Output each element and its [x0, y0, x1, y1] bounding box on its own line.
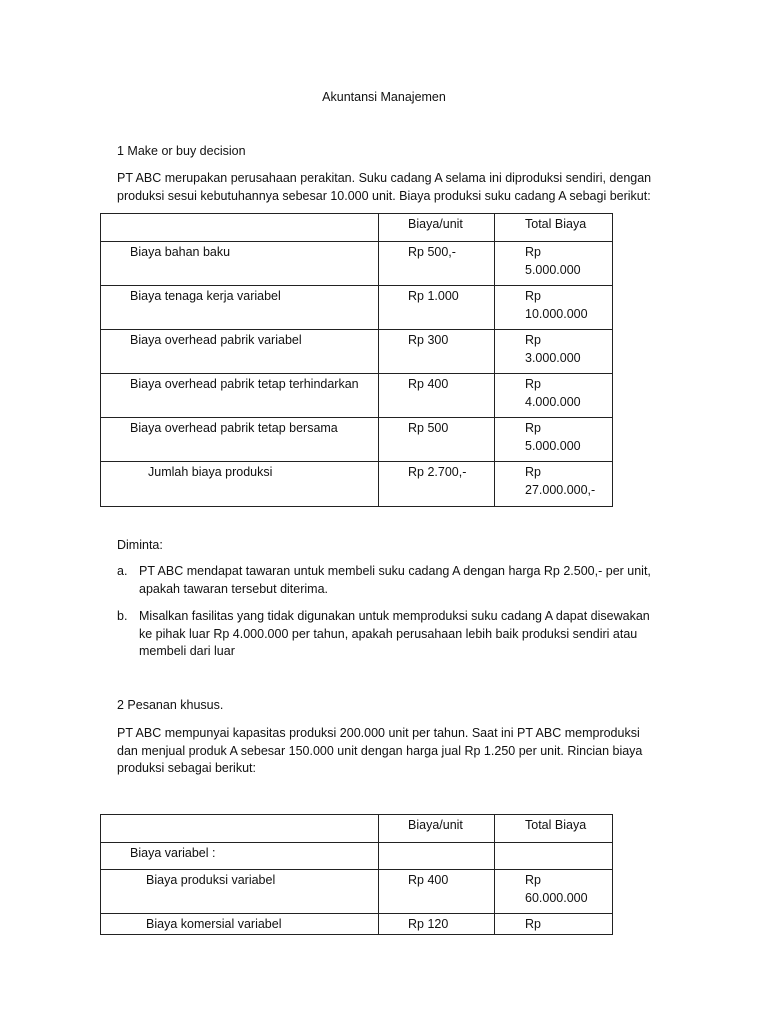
total-currency: Rp — [525, 917, 541, 931]
table-total-row — [101, 462, 613, 507]
cost-item: Biaya overhead pabrik variabel — [101, 330, 379, 374]
total-amount: 3.000.000 — [525, 350, 581, 365]
list-marker: a. — [117, 564, 128, 578]
list-marker: b. — [117, 609, 128, 623]
cost-item: Biaya overhead pabrik tetap bersama — [101, 418, 379, 462]
table-row — [101, 914, 613, 935]
cost-item: Biaya komersial variabel — [101, 914, 379, 935]
total-cost — [495, 914, 613, 935]
total-amount: 60.000.000 — [525, 890, 588, 905]
question-text — [139, 608, 674, 661]
question-line: apakah tawaran tersebut diterima. — [139, 581, 328, 596]
total-currency: Rp — [525, 289, 541, 303]
total-currency: Rp — [525, 245, 541, 259]
table-header-cell: Biaya/unit — [379, 214, 495, 242]
table-header-row — [101, 214, 613, 242]
total-cost — [495, 870, 613, 914]
table-row — [101, 870, 613, 914]
unit-cost: Rp 1.000 — [379, 286, 495, 330]
total-cost — [495, 843, 613, 870]
total-amount: 5.000.000 — [525, 438, 581, 453]
make-or-buy-cost-table — [100, 213, 613, 507]
cost-item: Jumlah biaya produksi — [101, 462, 379, 507]
table-row — [101, 286, 613, 330]
table-header-cell — [101, 815, 379, 843]
paragraph-line: PT ABC merupakan perusahaan perakitan. Suku cadang A selama ini diproduksi sendiri, dengan — [117, 171, 652, 185]
question-line: PT ABC mendapat tawaran untuk membeli suku cadang A dengan harga Rp 2.500,- per unit, — [139, 564, 651, 578]
table-row — [101, 843, 613, 870]
paragraph-line: produksi sesui kebutuhannya sebesar 10.000 unit. Biaya produksi suku cadang A sebagi berikut: — [117, 188, 651, 203]
total-cost — [495, 374, 613, 418]
paragraph-line: produksi sebagai berikut: — [117, 761, 256, 775]
total-currency: Rp — [525, 465, 541, 479]
total-currency: Rp — [525, 377, 541, 391]
unit-cost — [379, 843, 495, 870]
section-2-paragraph — [117, 725, 677, 778]
table-row — [101, 374, 613, 418]
question-line: Misalkan fasilitas yang tidak digunakan untuk memproduksi suku cadang A dapat disewakan — [139, 609, 650, 623]
table-header-cell: Total Biaya — [495, 815, 613, 843]
unit-cost: Rp 500 — [379, 418, 495, 462]
table-header-cell — [101, 214, 379, 242]
paragraph-line: dan menjual produk A sebesar 150.000 unit dengan harga jual Rp 1.250 per unit. Rincian biaya — [117, 743, 643, 758]
total-cost — [495, 330, 613, 374]
diminta-label: Diminta: — [117, 538, 163, 552]
table-header-cell: Biaya/unit — [379, 815, 495, 843]
section-1-paragraph — [117, 170, 677, 205]
section-1-heading: 1 Make or buy decision — [117, 144, 246, 158]
unit-cost: Rp 300 — [379, 330, 495, 374]
total-cost — [495, 462, 613, 507]
question-text — [139, 563, 674, 598]
total-cost — [495, 286, 613, 330]
question-line: membeli dari luar — [139, 644, 235, 658]
special-order-cost-table — [100, 814, 613, 935]
cost-item: Biaya produksi variabel — [101, 870, 379, 914]
cost-item: Biaya bahan baku — [101, 242, 379, 286]
total-currency: Rp — [525, 333, 541, 347]
unit-cost: Rp 400 — [379, 374, 495, 418]
table-header-row — [101, 815, 613, 843]
cost-item: Biaya tenaga kerja variabel — [101, 286, 379, 330]
table-row — [101, 330, 613, 374]
total-currency: Rp — [525, 873, 541, 887]
total-cost — [495, 242, 613, 286]
total-currency: Rp — [525, 421, 541, 435]
table-header-cell: Total Biaya — [495, 214, 613, 242]
section-2-heading: 2 Pesanan khusus. — [117, 698, 224, 712]
table-row — [101, 242, 613, 286]
total-amount: 5.000.000 — [525, 262, 581, 277]
total-amount: 27.000.000,- — [525, 482, 596, 497]
cost-item: Biaya variabel : — [101, 843, 379, 870]
total-cost — [495, 418, 613, 462]
total-amount: 4.000.000 — [525, 394, 581, 409]
unit-cost: Rp 400 — [379, 870, 495, 914]
unit-cost: Rp 120 — [379, 914, 495, 935]
unit-cost: Rp 2.700,- — [379, 462, 495, 507]
cost-item: Biaya overhead pabrik tetap terhindarkan — [101, 374, 379, 418]
table-row — [101, 418, 613, 462]
question-line: ke pihak luar Rp 4.000.000 per tahun, apakah perusahaan lebih baik produksi sendiri atau — [139, 626, 638, 641]
page-title: Akuntansi Manajemen — [322, 90, 446, 104]
unit-cost: Rp 500,- — [379, 242, 495, 286]
paragraph-line: PT ABC mempunyai kapasitas produksi 200.000 unit per tahun. Saat ini PT ABC memproduksi — [117, 726, 640, 740]
total-amount: 10.000.000 — [525, 306, 588, 321]
